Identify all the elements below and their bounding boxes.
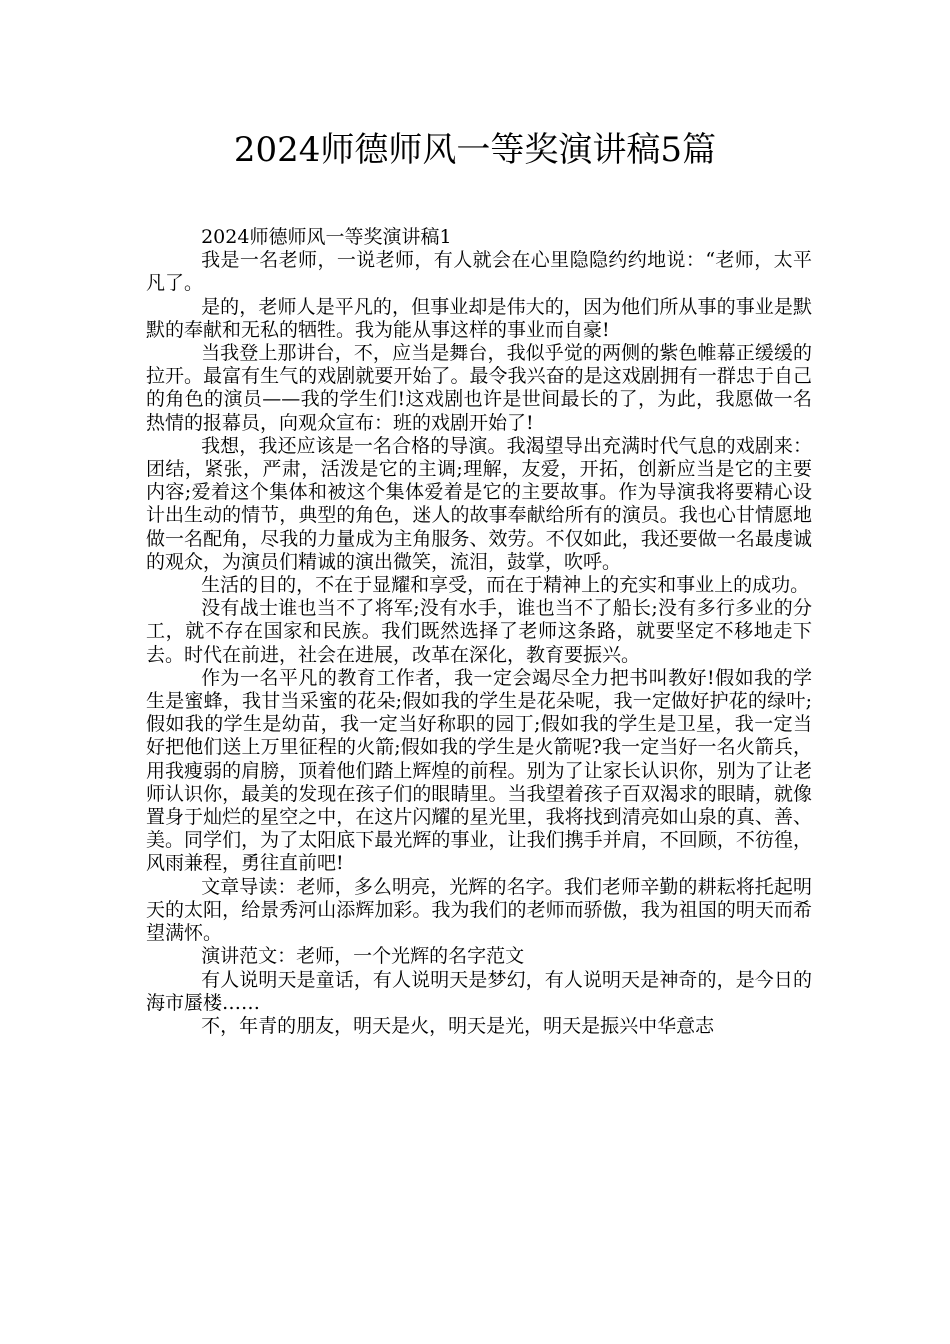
paragraph-3: 当我登上那讲台，不，应当是舞台，我似乎觉的两侧的紫色帷幕正缓缓的拉开。最富有生气的戏剧就要开始了。最令我兴奋的是这戏剧拥有一群忠于自己的角色的演员——我的学生们!这戏剧也许是世间最长的了，为此，我愿做一名热情的报幕员，向观众宣布：班的戏剧开始了! [146, 342, 812, 434]
paragraph-11: 不，年青的朋友，明天是火，明天是光，明天是振兴中华意志 [201, 1014, 715, 1037]
document-body [146, 226, 812, 1038]
paragraph-7: 作为一名平凡的教育工作者，我一定会竭尽全力把书叫教好!假如我的学生是蜜蜂，我甘当采蜜的花朵;假如我的学生是花朵呢，我一定做好护花的绿叶;假如我的学生是幼苗，我一定当好称职的园丁;假如我的学生是卫星，我一定当好把他们送上万里征程的火箭;假如我的学生是火箭呢?我一定当好一名火箭兵，用我瘦弱的肩膀，顶着他们踏上辉煌的前程。别为了让家长认识你，别为了让老师认识你，最美的发现在孩子们的眼睛里。当我望着孩子百双渴求的眼睛，就像置身于灿烂的星空之中，在这片闪耀的星光里，我将找到清亮如山泉的真、善、美。同学们，为了太阳底下最光辉的事业，让我们携手并肩，不回顾，不彷徨，风雨兼程，勇往直前吧! [146, 666, 812, 875]
paragraph-10: 有人说明天是童话，有人说明天是梦幻，有人说明天是神奇的，是今日的海市蜃楼…… [146, 968, 812, 1014]
paragraph-5: 生活的目的，不在于显耀和享受，而在于精神上的充实和事业上的成功。 [201, 574, 810, 597]
paragraph-6: 没有战士谁也当不了将军;没有水手，谁也当不了船长;没有多行多业的分工，就不存在国家和民族。我们既然选择了老师这条路，就要坚定不移地走下去。时代在前进，社会在进展，改革在深化，教育要振兴。 [146, 597, 812, 666]
paragraph-1: 我是一名老师，一说老师，有人就会在心里隐隐约约地说：“老师，太平凡了。 [146, 249, 812, 295]
paragraph-9: 演讲范文：老师，一个光辉的名字范文 [201, 945, 525, 968]
paragraph-8: 文章导读：老师，多么明亮，光辉的名字。我们老师辛勤的耕耘将托起明天的太阳，给景秀河山添辉加彩。我为我们的老师而骄傲，我为祖国的明天而希望满怀。 [146, 875, 812, 945]
document-title: 2024师德师风一等奖演讲稿5篇 [233, 130, 717, 170]
paragraph-2: 是的，老师人是平凡的，但事业却是伟大的，因为他们所从事的事业是默默的奉献和无私的牺牲。我为能从事这样的事业而自豪! [146, 295, 812, 341]
section-heading: 2024师德师风一等奖演讲稿1 [201, 226, 452, 248]
paragraph-4: 我想，我还应该是一名合格的导演。我渴望导出充满时代气息的戏剧来：团结，紧张，严肃，活泼是它的主调;理解，友爱，开拓，创新应当是它的主要内容;爱着这个集体和被这个集体爱着是它的主要故事。作为导演我将要精心设计出生动的情节，典型的角色，迷人的故事奉献给所有的演员。我也心甘情愿地做一名配角，尽我的力量成为主角服务、效劳。不仅如此，我还要做一名最虔诚的观众，为演员们精诚的演出微笑，流泪，鼓掌，吹呼。 [146, 434, 812, 573]
